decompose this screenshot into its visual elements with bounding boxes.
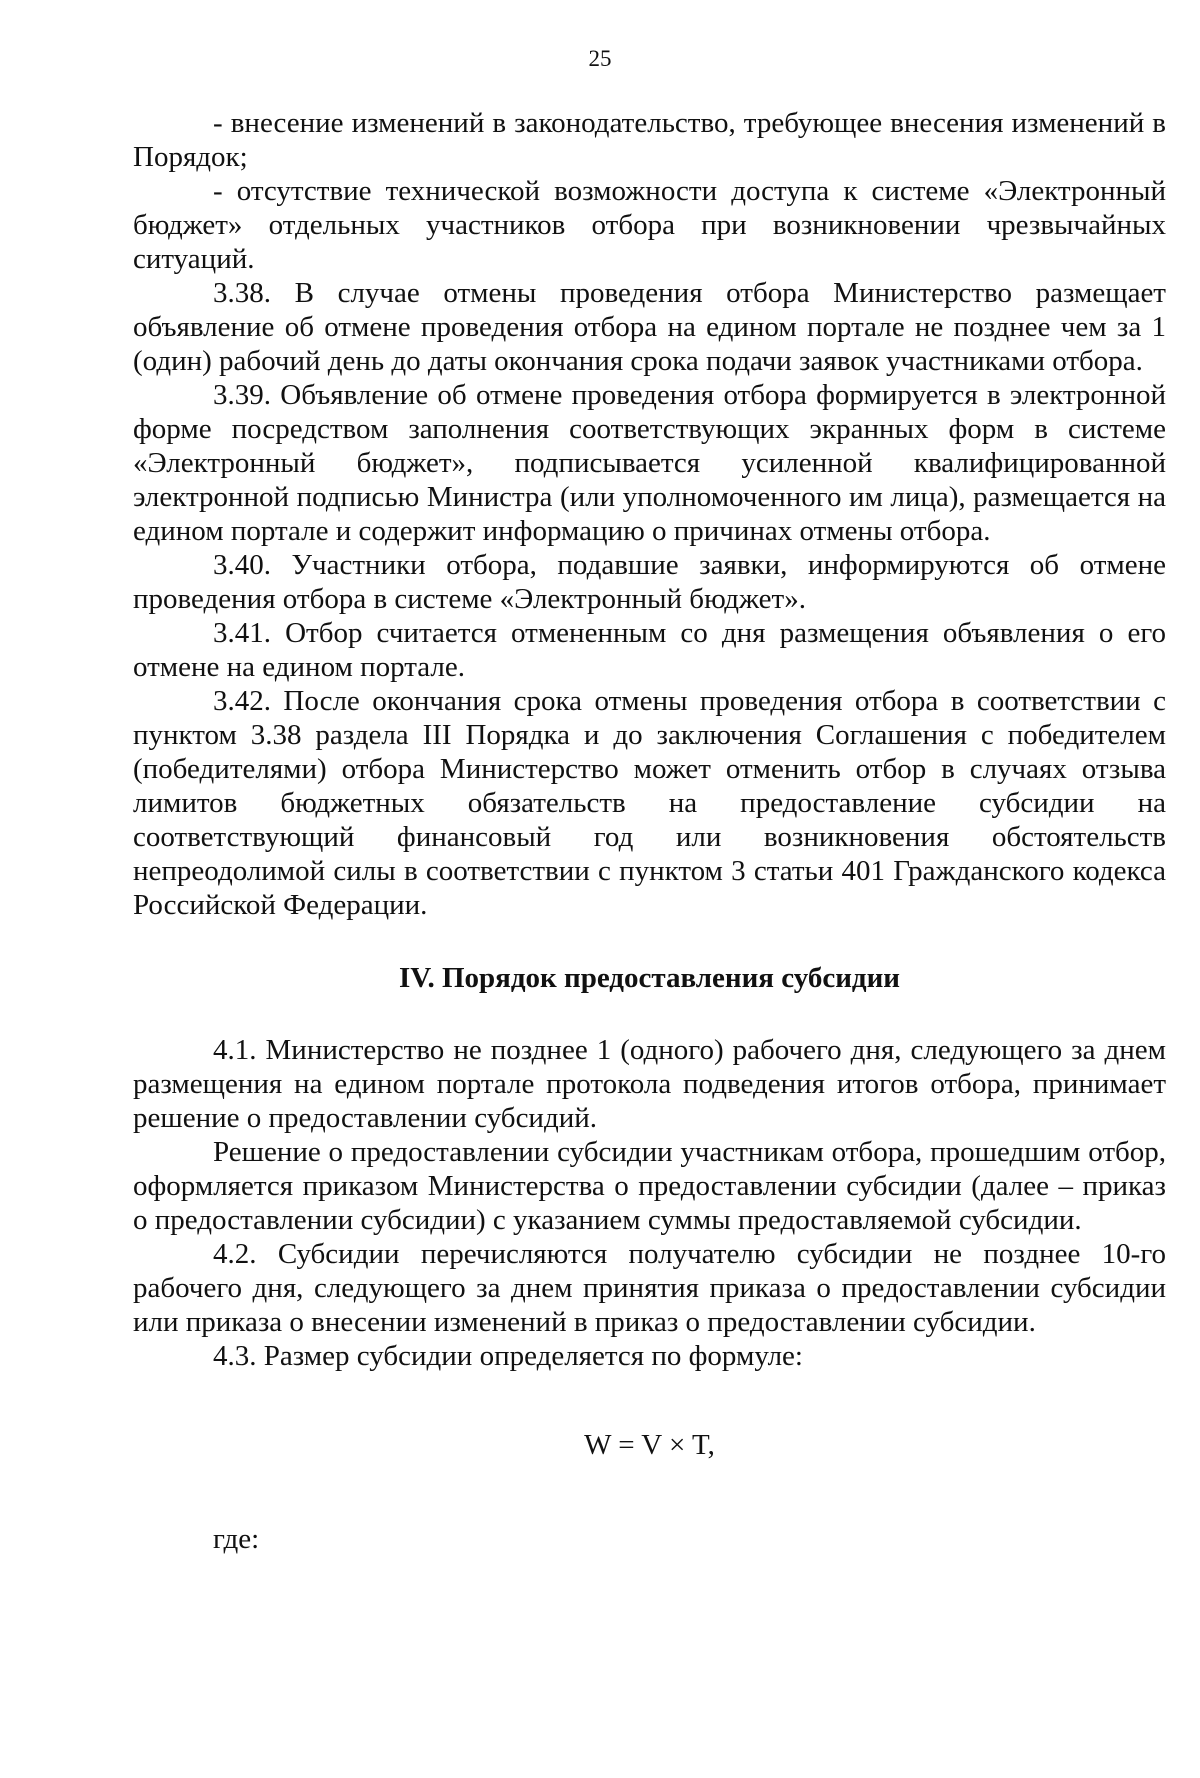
where-label: где: [213, 1523, 260, 1555]
paragraph-4-3: 4.3. Размер субсидии определяется по формуле: [213, 1340, 803, 1372]
paragraph-4-2: 4.2. Субсидии перечисляются получателю субсидии не позднее 10-го рабочего дня, следующего за днем принятия приказа о предоставлении субсидии или приказа о внесении изменений в приказ о предоставлении субсидии. [133, 1238, 1166, 1338]
paragraph-technical-access-bullet: - отсутствие технической возможности доступа к системе «Электронный бюджет» отдельных участников отбора при возникновении чрезвычайных ситуаций. [133, 175, 1166, 275]
paragraph-amendments-bullet: - внесение изменений в законодательство, требующее внесения изменений в Порядок; [133, 107, 1166, 173]
paragraph-4-1: 4.1. Министерство не позднее 1 (одного) рабочего дня, следующего за днем размещения на едином портале протокола подведения итогов отбора, принимает решение о предоставлении субсидий. [133, 1034, 1166, 1134]
paragraph-3-41: 3.41. Отбор считается отмененным со дня размещения объявления о его отмене на едином портале. [133, 617, 1166, 683]
paragraph-3-40: 3.40. Участники отбора, подавшие заявки, информируются об отмене проведения отбора в системе «Электронный бюджет». [133, 549, 1166, 615]
document-body [133, 106, 1166, 1556]
paragraph-3-38: 3.38. В случае отмены проведения отбора Министерство размещает объявление об отмене проведения отбора на едином портале не позднее чем за 1 (один) рабочий день до даты окончания срока подачи заявок участниками отбора. [133, 277, 1166, 377]
section-heading: IV. Порядок предоставления субсидии [398, 962, 900, 994]
paragraph-decision: Решение о предоставлении субсидии участникам отбора, прошедшим отбор, оформляется приказом Министерства о предоставлении субсидии (далее – приказ о предоставлении субсидии) с указанием суммы предоставляемой субсидии. [133, 1136, 1166, 1236]
page-number: 25 [588, 46, 612, 71]
paragraph-3-39: 3.39. Объявление об отмене проведения отбора формируется в электронной форме посредством заполнения соответствующих экранных форм в системе «Электронный бюджет», подписывается усиленной квалифицированной электронной подписью Министра (или уполномоченного им лица), размещается на едином портале и содержит информацию о причинах отмены отбора. [133, 379, 1166, 547]
subsidy-formula: W = V × T, [584, 1429, 715, 1461]
paragraph-3-42: 3.42. После окончания срока отмены проведения отбора в соответствии с пунктом 3.38 раздела III Порядка и до заключения Соглашения с победителем (победителями) отбора Министерство может отменить отбор в случаях отзыва лимитов бюджетных обязательств на предоставление субсидии на соответствующий финансовый год или возникновения обстоятельств непреодолимой силы в соответствии с пунктом 3 статьи 401 Гражданского кодекса Российской Федерации. [133, 685, 1166, 921]
